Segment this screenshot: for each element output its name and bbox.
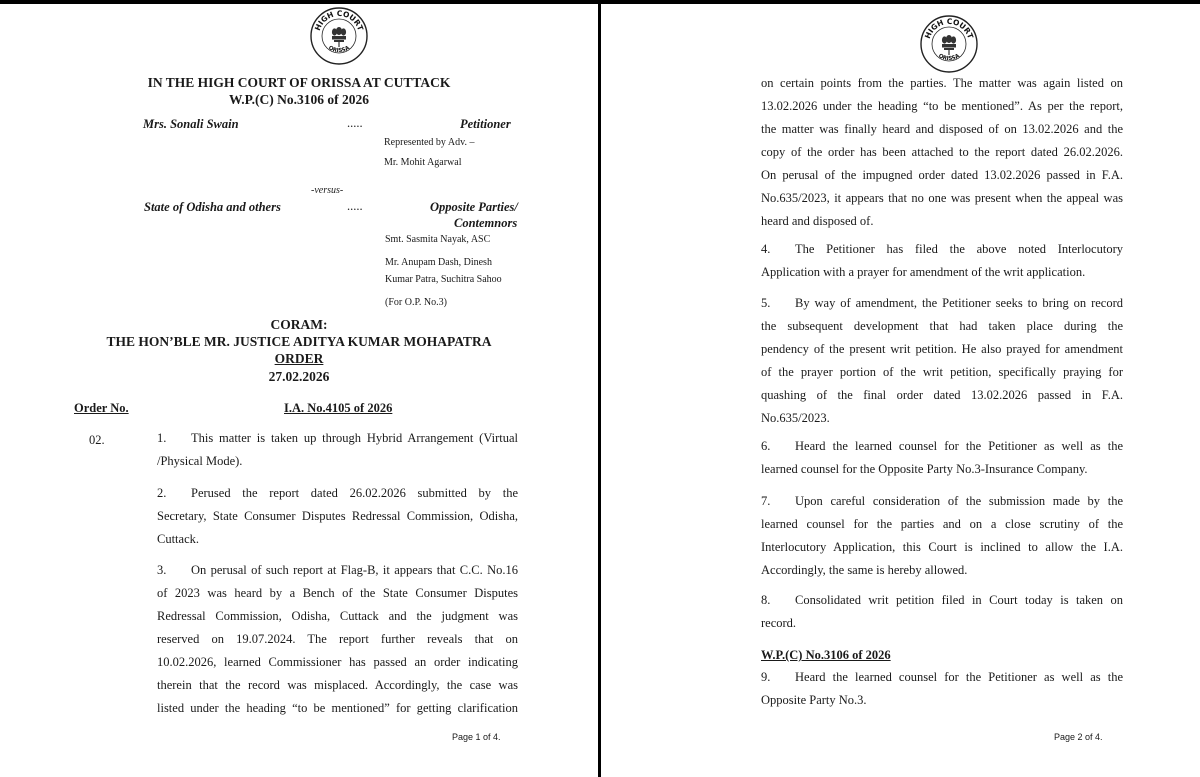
paragraph-number: 6.: [761, 439, 771, 453]
paragraph-text: learned counsel for the Opposite Party No.3-Insurance Company.: [761, 462, 1088, 476]
paragraph-text: listed under the heading “to be mentioned” for getting clarification: [157, 701, 518, 715]
paragraph-number: 3.: [157, 563, 167, 577]
document-page-1: [0, 4, 598, 777]
paragraph-text: No.635/2023, it appears that no one was present when the appeal was: [761, 191, 1123, 205]
paragraph-6: [761, 435, 1123, 481]
contemnors-label: Contemnors: [454, 216, 518, 230]
page-footer: Page 1 of 4.: [452, 732, 501, 742]
paragraph-number: 1.: [157, 431, 167, 445]
paragraph-text: heard and disposed of.: [761, 214, 874, 228]
svg-text:HIGH COURT: HIGH COURT: [312, 8, 366, 32]
paragraph-text: 10.02.2026, learned Commissioner has passed an order indicating: [157, 655, 518, 669]
paragraph-7: [761, 490, 1123, 582]
order-no-label: Order No.: [74, 401, 129, 415]
order-number: 02.: [89, 433, 105, 447]
paragraph-text: therein that the record was misplaced. Accordingly, the case was: [157, 678, 518, 692]
paragraph-text: Application with a prayer for amendment of the writ application.: [761, 265, 1086, 279]
svg-text:HIGH COURT: HIGH COURT: [922, 16, 976, 40]
paragraph-2: [157, 482, 518, 551]
paragraph-text: On perusal of such report at Flag-B, it appears that C.C. No.16: [191, 563, 518, 577]
opposite-party-advocate-2: Mr. Anupam Dash, Dinesh: [385, 257, 492, 268]
paragraph-text: record.: [761, 616, 797, 630]
document-page-2: [601, 4, 1200, 777]
paragraph-text: Interlocutory Application, this Court is inclined to allow the I.A.: [761, 540, 1123, 554]
paragraph-8: [761, 589, 1123, 635]
paragraph-text: Consolidated writ petition filed in Court today is taken on: [795, 593, 1123, 607]
opposite-party-advocate-2-cont: Kumar Patra, Suchitra Sahoo: [385, 274, 502, 285]
paragraph-number: 7.: [761, 494, 771, 508]
paragraph-number: 2.: [157, 486, 167, 500]
paragraph-text: the matter was finally heard and disposed of on 13.02.2026 and the: [761, 122, 1123, 136]
paragraph-4: [761, 238, 1123, 284]
petitioner-label: Petitioner: [460, 117, 511, 131]
paragraph-number: 4.: [761, 242, 771, 256]
paragraph-text: of the prayer portion of the writ petition, specifically praying for: [761, 365, 1123, 379]
opposite-party-name: State of Odisha and others: [144, 200, 281, 214]
versus-label: -versus-: [311, 185, 344, 196]
paragraph-5: [761, 292, 1123, 430]
paragraph-text: Secretary, State Consumer Disputes Redressal Commission, Odisha,: [157, 509, 518, 523]
petitioner-name: Mrs. Sonali Swain: [143, 117, 239, 131]
paragraph-number: 5.: [761, 296, 771, 310]
paragraph-3-continued: [761, 72, 1123, 233]
paragraph-number: 8.: [761, 593, 771, 607]
paragraph-9: [761, 666, 1123, 712]
paragraph-text: The Petitioner has filed the above noted Interlocutory: [795, 242, 1123, 256]
paragraph-text: No.635/2023.: [761, 411, 830, 425]
paragraph-text: This matter is taken up through Hybrid Arrangement (Virtual: [191, 431, 518, 445]
paragraph-3: [157, 559, 518, 720]
opposite-party-advocate-1: Smt. Sasmita Nayak, ASC: [385, 234, 491, 245]
paragraph-text: Accordingly, the same is hereby allowed.: [761, 563, 968, 577]
opposite-party-label: Opposite Parties/: [430, 200, 518, 214]
case-number: W.P.(C) No.3106 of 2026: [228, 92, 369, 107]
paragraph-text: Cuttack.: [157, 532, 200, 546]
paragraph-text: copy of the order has been attached to the report dated 26.02.2026.: [761, 145, 1123, 159]
petitioner-advocate: Mr. Mohit Agarwal: [384, 157, 462, 168]
paragraph-text: of 2023 was heard by a Bench of the State Consumer Disputes: [157, 586, 518, 600]
dots: .....: [347, 199, 363, 213]
court-title: IN THE HIGH COURT OF ORISSA AT CUTTACK: [147, 75, 451, 90]
paragraph-1: [157, 427, 518, 473]
paragraph-text: on certain points from the parties. The matter was again listed on: [761, 76, 1123, 90]
paragraph-text: learned counsel for the parties and on a close scrutiny of the: [761, 517, 1123, 531]
paragraph-number: 9.: [761, 670, 771, 684]
paragraph-text: reserved on 19.07.2024. The report further reveals that on: [157, 632, 518, 646]
paragraph-text: By way of amendment, the Petitioner seeks to bring on record: [795, 296, 1123, 310]
paragraph-text: On perusal of the impugned order dated 13.02.2026 passed in F.A.: [761, 168, 1123, 182]
paragraph-text: Perused the report dated 26.02.2026 submitted by the: [191, 486, 518, 500]
justice-name: THE HON’BLE MR. JUSTICE ADITYA KUMAR MOHAPATRA: [106, 334, 492, 349]
paragraph-text: Redressal Commission, Odisha, Cuttack and the judgment was: [157, 609, 518, 623]
represented-by: Represented by Adv. –: [384, 137, 475, 148]
page-footer: Page 2 of 4.: [1054, 732, 1103, 742]
coram-heading: CORAM:: [270, 317, 328, 332]
paragraph-text: pendency of the present writ petition. He also prayed for amendment: [761, 342, 1123, 356]
paragraph-text: /Physical Mode).: [157, 454, 243, 468]
ia-heading: I.A. No.4105 of 2026: [284, 401, 393, 415]
svg-text:ORISSA: ORISSA: [327, 45, 351, 55]
paragraph-text: Heard the learned counsel for the Petitioner as well as the: [795, 670, 1123, 684]
order-heading: ORDER: [274, 351, 324, 366]
paragraph-text: Heard the learned counsel for the Petitioner as well as the: [795, 439, 1123, 453]
paragraph-text: quashing of the final order dated 13.02.2026 passed in F.A.: [761, 388, 1123, 402]
paragraph-text: the subsequent development that had taken place during the: [761, 319, 1123, 333]
high-court-seal-emblem: [309, 6, 369, 66]
high-court-seal-emblem: [919, 14, 979, 74]
svg-text:ORISSA: ORISSA: [937, 53, 961, 63]
dots: .....: [347, 116, 363, 130]
order-date: 27.02.2026: [268, 369, 330, 384]
opposite-party-advocate-note: (For O.P. No.3): [385, 297, 447, 308]
wp-heading: W.P.(C) No.3106 of 2026: [761, 648, 891, 662]
paragraph-text: Upon careful consideration of the submission made by the: [795, 494, 1123, 508]
paragraph-text: Opposite Party No.3.: [761, 693, 867, 707]
paragraph-text: 13.02.2026 under the heading “to be mentioned”. As per the report,: [761, 99, 1123, 113]
